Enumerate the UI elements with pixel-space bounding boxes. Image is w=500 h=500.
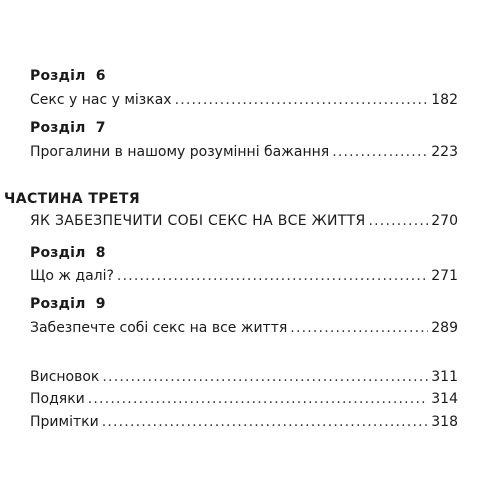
toc-entry-title: Прогалини в нашому розумінні бажання xyxy=(30,144,330,160)
leader-dots xyxy=(102,368,428,386)
toc-entry-page: 314 xyxy=(431,391,458,407)
chapter-heading: Розділ 7 xyxy=(30,120,106,136)
toc-entry-title: Подяки xyxy=(30,391,85,407)
chapter-heading: Розділ 8 xyxy=(30,245,106,261)
part-title: ЧАСТИНА ТРЕТЯ xyxy=(4,191,141,207)
leader-dots xyxy=(117,267,428,285)
toc-entry-page: 270 xyxy=(431,213,458,229)
toc-entry xyxy=(30,413,458,431)
toc-entry xyxy=(30,319,458,337)
toc-entry-title: Висновок xyxy=(30,369,100,385)
toc-entry xyxy=(30,267,458,285)
toc-part-entry xyxy=(30,212,458,230)
toc-entry-title: Секс у нас у мізках xyxy=(30,92,172,108)
toc-entry-title: ЯК ЗАБЕЗПЕЧИТИ СОБІ СЕКС НА ВСЕ ЖИТТЯ xyxy=(30,213,366,229)
toc-entry xyxy=(30,91,458,109)
toc-entry-page: 182 xyxy=(431,92,458,108)
chapter-heading: Розділ 6 xyxy=(30,68,106,84)
chapter-heading: Розділ 9 xyxy=(30,296,106,312)
toc-entry-title: Що ж далі? xyxy=(30,268,114,284)
toc-entry-page: 271 xyxy=(431,268,458,284)
toc-entry-page: 318 xyxy=(431,414,458,430)
leader-dots xyxy=(88,390,429,408)
toc-entry-title: Забезпечте собі секс на все життя xyxy=(30,320,288,336)
toc-entry-page: 311 xyxy=(431,369,458,385)
toc-entry-page: 289 xyxy=(431,320,458,336)
toc-entry-title: Примітки xyxy=(30,414,99,430)
toc-entry xyxy=(30,390,458,408)
leader-dots xyxy=(369,212,429,230)
leader-dots xyxy=(290,319,428,337)
toc-entry-page: 223 xyxy=(431,144,458,160)
leader-dots xyxy=(175,91,429,109)
toc-entry xyxy=(30,368,458,386)
leader-dots xyxy=(102,413,429,431)
toc-entry xyxy=(30,143,458,161)
leader-dots xyxy=(332,143,428,161)
